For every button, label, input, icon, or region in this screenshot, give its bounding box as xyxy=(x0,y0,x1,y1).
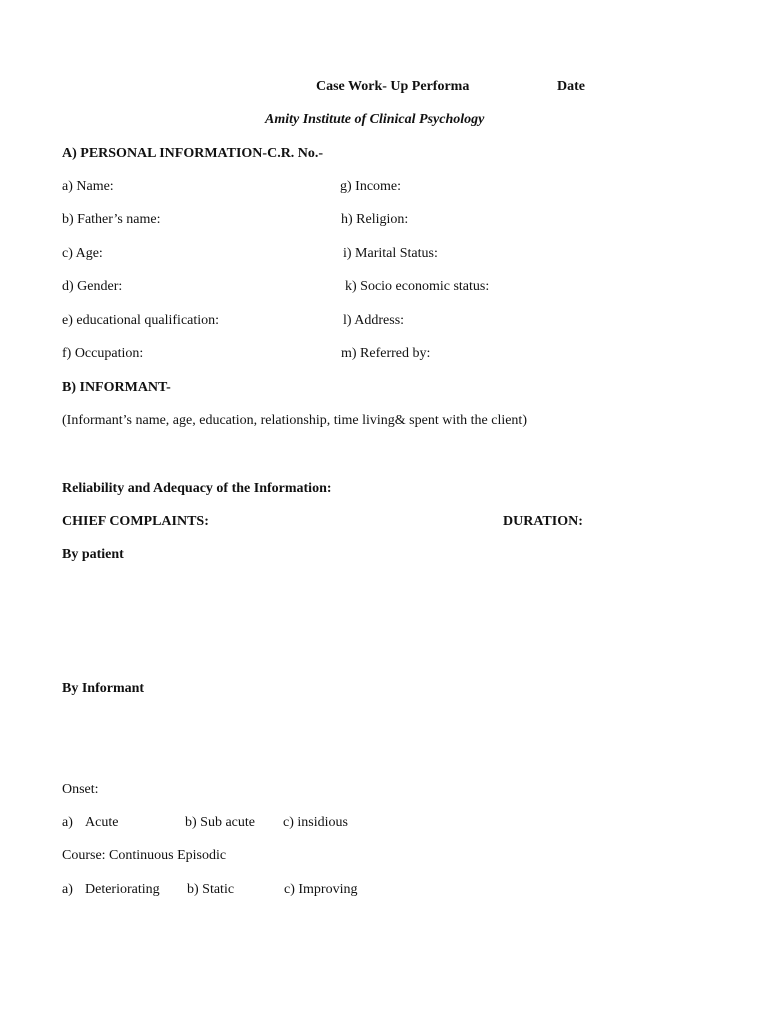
field-socio-economic-status: k) Socio economic status: xyxy=(345,279,490,294)
onset-option-insidious: c) insidious xyxy=(283,815,348,830)
chief-complaints-heading: CHIEF COMPLAINTS: xyxy=(62,514,209,529)
field-gender: d) Gender: xyxy=(62,279,123,294)
course-option-marker: a) xyxy=(62,882,73,897)
field-religion: h) Religion: xyxy=(341,212,409,227)
field-occupation: f) Occupation: xyxy=(62,346,144,361)
by-informant-heading: By Informant xyxy=(62,681,145,696)
course-option-static: b) Static xyxy=(187,882,235,897)
field-income: g) Income: xyxy=(340,179,402,194)
by-patient-heading: By patient xyxy=(62,547,124,562)
institute-name: Amity Institute of Clinical Psychology xyxy=(265,112,485,127)
field-fathers-name: b) Father’s name: xyxy=(62,212,161,227)
field-referred-by: m) Referred by: xyxy=(341,346,431,361)
section-a-heading: A) PERSONAL INFORMATION-C.R. No.- xyxy=(62,146,324,161)
form-title: Case Work- Up Performa xyxy=(316,79,470,94)
field-age: c) Age: xyxy=(62,246,103,261)
course-label: Course: Continuous Episodic xyxy=(62,848,227,863)
duration-label: DURATION: xyxy=(503,514,583,529)
onset-label: Onset: xyxy=(62,782,99,797)
course-option-deteriorating: Deteriorating xyxy=(85,882,160,897)
field-educational-qualification: e) educational qualification: xyxy=(62,313,220,328)
date-label: Date xyxy=(557,79,585,94)
field-name: a) Name: xyxy=(62,179,114,194)
section-b-heading: B) INFORMANT- xyxy=(62,380,171,395)
onset-option-acute: Acute xyxy=(85,815,119,830)
field-marital-status: i) Marital Status: xyxy=(343,246,438,261)
field-address: l) Address: xyxy=(343,313,405,328)
reliability-heading: Reliability and Adequacy of the Information: xyxy=(62,481,332,496)
onset-option-sub-acute: b) Sub acute xyxy=(185,815,255,830)
informant-note: (Informant’s name, age, education, relationship, time living& spent with the client) xyxy=(62,413,527,428)
course-option-improving: c) Improving xyxy=(284,882,358,897)
onset-option-marker: a) xyxy=(62,815,73,830)
